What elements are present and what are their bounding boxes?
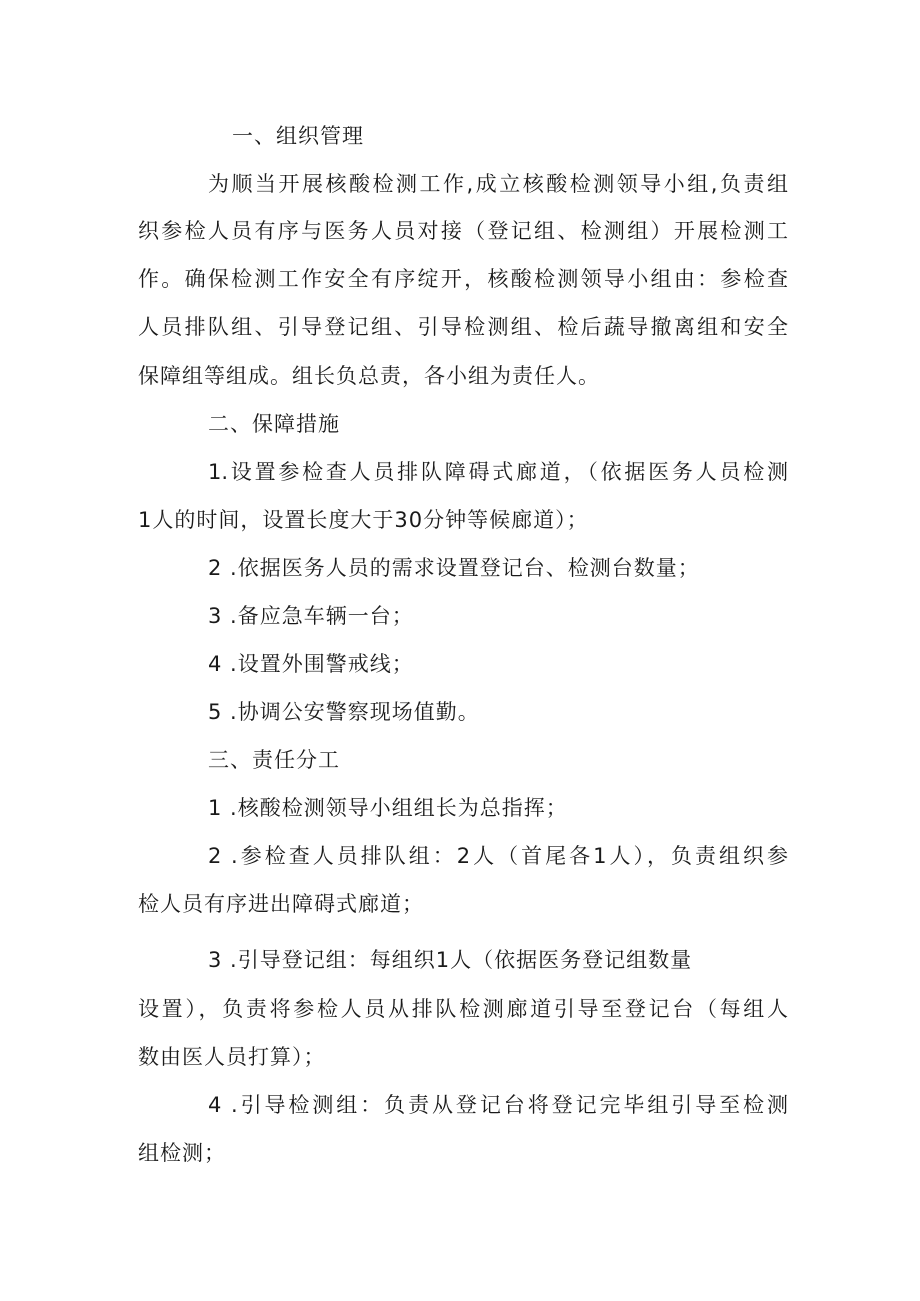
duty-item-continued: 组检测；	[138, 1141, 226, 1165]
duty-item: 4 .引导检测组：负责从登记台将登记完毕组引导至检测	[208, 1093, 788, 1117]
section-heading-duties: 三、责任分工	[208, 748, 340, 772]
duty-item-continued: 检人员有序进出障碍式廊道；	[138, 892, 424, 916]
duty-item-continued: 数由医人员打算）；	[138, 1045, 326, 1069]
paragraph-line: 保障组等组成。组长负总责，各小组为责任人。	[138, 364, 600, 388]
measure-item: 5 .协调公安警察现场值勤。	[208, 700, 480, 724]
paragraph-line: 为顺当开展核酸检测工作,成立核酸检测领导小组,负责组	[208, 172, 788, 196]
duty-item-continued: 设置），负责将参检人员从排队检测廊道引导至登记台（每组人	[138, 997, 788, 1021]
section-heading-measures: 二、保障措施	[208, 412, 340, 436]
paragraph-line: 人员排队组、引导登记组、引导检测组、检后蔬导撤离组和安全	[138, 315, 788, 339]
measure-item: 4 .设置外围警戒线；	[208, 652, 414, 676]
measure-item-continued: 1人的时间，设置长度大于30分钟等候廊道）；	[138, 508, 589, 532]
section-heading-organization: 一、组织管理	[232, 124, 364, 148]
measure-item: 1.设置参检查人员排队障碍式廊道，（依据医务人员检测	[208, 460, 788, 484]
duty-item: 2 .参检查人员排队组：2人（首尾各1人），负责组织参	[208, 844, 788, 868]
measure-item: 2 .依据医务人员的需求设置登记台、检测台数量；	[208, 556, 700, 580]
measure-item: 3 .备应急车辆一台；	[208, 604, 414, 628]
paragraph-line: 作。确保检测工作安全有序绽开，核酸检测领导小组由：参检查	[138, 267, 788, 291]
paragraph-line: 织参检人员有序与医务人员对接（登记组、检测组）开展检测工	[138, 219, 788, 243]
duty-item: 1 .核酸检测领导小组组长为总指挥；	[208, 796, 568, 820]
duty-item: 3 .引导登记组：每组织1人（依据医务登记组数量	[208, 948, 693, 972]
